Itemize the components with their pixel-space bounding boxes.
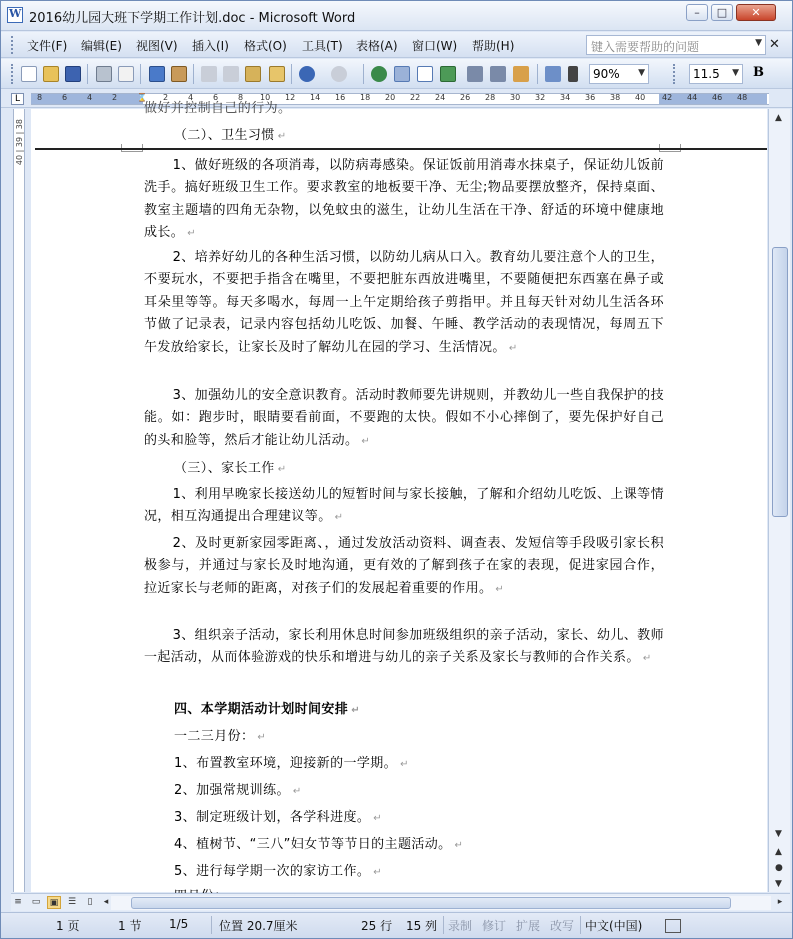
minimize-button[interactable]: – (686, 4, 708, 21)
menu-format[interactable]: 格式(O) (244, 39, 287, 53)
menu-window[interactable]: 窗口(W) (412, 39, 458, 53)
show-formatting-icon[interactable] (568, 66, 578, 82)
document-map-icon[interactable] (513, 66, 529, 82)
paragraph-mark: ↵ (373, 813, 383, 824)
paragraph-text: 2、及时更新家园零距离、，通过发放活动资料、调查表、发短信等手段吸引家长积极参与，并通过与家长及时地沟通，更有效的了解到孩子在家的表现，促进家园合作，拉近家长与老师的距离，对孩子们的发展起着重要的作用。 (144, 536, 664, 596)
paragraph-mark: ↵ (508, 342, 518, 354)
document-close-button[interactable]: ✕ (769, 37, 780, 52)
status-record[interactable]: 录制 (448, 919, 473, 933)
paragraph-hygiene-2 (144, 247, 664, 360)
list-item-text: 3、制定班级计划，各学科进度。 (174, 810, 371, 825)
ruler-tick: 18 (360, 93, 371, 102)
heading-parents-text: （三）、家长工作 (174, 461, 275, 476)
undo-icon[interactable] (299, 66, 315, 82)
list-item (174, 833, 463, 852)
status-position: 位置 20.7厘米 (219, 919, 298, 933)
paragraph-mark: ↵ (454, 840, 464, 851)
title-bar (1, 1, 792, 31)
horizontal-scroll-track[interactable] (111, 896, 771, 910)
toolbar-separator (291, 64, 292, 84)
columns-icon[interactable] (467, 66, 483, 82)
status-page-of: 1/5 (169, 917, 189, 931)
paragraph-mark: ↵ (495, 583, 505, 595)
list-item-text: 1、布置教室环境，迎接新的一学期。 (174, 756, 398, 771)
outline-view-icon[interactable]: ☰ (67, 897, 77, 907)
ruler-tick: 44 (687, 93, 698, 102)
paragraph-mark: ↵ (351, 705, 360, 716)
list-item (174, 752, 409, 771)
paragraph-text: 2、培养好幼儿的各种生活习惯，以防幼儿病从口入。教育幼儿要注意个人的卫生，不要玩水，不要把手指含在嘴里，不要把脏东西放进嘴里，不要随便把东西塞在鼻子或耳朵里等等。每天多喝水，每周一上午定期给孩子剪指甲。并且每天针对幼儿生活各环节做了记录表，记录内容包括幼儿吃饭、加餐、午睡、教学活动的表现情况，每周五下午发放给家长，让家长及时了解幼儿在园的学习、生活情况。 (144, 250, 664, 355)
reading-view-icon[interactable]: ▯ (87, 897, 93, 907)
paragraph-parents-3 (144, 625, 664, 671)
window-title: 2016幼儿园大班下学期工作计划.doc - Microsoft Word (29, 11, 356, 26)
menubar-grip[interactable] (11, 36, 14, 54)
toolbar-grip[interactable] (673, 64, 676, 84)
zoom-select[interactable] (589, 64, 649, 84)
status-section: 1 节 (118, 919, 142, 933)
list-item-text: 4、植树节、“三八”妇女节等节日的主题活动。 (174, 837, 452, 852)
chevron-down-icon[interactable]: ▼ (638, 68, 645, 78)
menu-bar (1, 32, 792, 58)
ruler-tick: 8 (37, 93, 43, 102)
ruler-tick: 2 (112, 93, 118, 102)
status-overtype[interactable]: 改写 (550, 919, 575, 933)
menu-edit[interactable]: 编辑(E) (81, 39, 122, 53)
paragraph-text: 1、做好班级的各项消毒，以防病毒感染。保证饭前用消毒水抹桌子，保证幼儿饭前洗手。搞好班级卫生工作。要求教室的地板要干净、无尘;物品要摆放整齐，保持桌面、教室主题墙的四角无杂物，以免蚊虫的滋生，让幼儿生活在干净、舒适的环境中健康地成长。 (144, 158, 664, 241)
standard-toolbar (1, 59, 792, 89)
status-language[interactable]: 中文(中国) (585, 919, 643, 933)
menu-insert[interactable]: 插入(I) (192, 39, 229, 53)
vertical-ruler[interactable] (11, 109, 27, 892)
paragraph-text: 1、利用早晚家长接送幼儿的短暂时间与家长接触，了解和介绍幼儿吃饭、上课等情况，相互沟通提出合理建议等。 (144, 487, 664, 525)
previous-page-icon[interactable]: ▲ (775, 847, 782, 857)
paragraph-mark: ↵ (187, 228, 196, 240)
paragraph-mark: ↵ (277, 131, 287, 142)
maximize-button[interactable]: □ (711, 4, 733, 21)
menu-view[interactable]: 视图(V) (136, 39, 178, 53)
ruler-tick: 48 (737, 93, 748, 102)
redo-icon[interactable] (331, 66, 347, 82)
ruler-tick: 16 (335, 93, 346, 102)
next-page-icon[interactable]: ▼ (775, 879, 782, 889)
help-search-placeholder: 键入需要帮助的问题 (591, 40, 700, 54)
new-document-icon[interactable] (21, 66, 37, 82)
vertical-ruler-label: 40 | 39 | 38 (15, 119, 24, 166)
list-item (174, 806, 382, 825)
paragraph-mark: ↵ (292, 786, 302, 797)
ruler-tick: 2 (163, 93, 169, 102)
paragraph-mark: ↵ (257, 732, 267, 743)
paragraph-parents-1 (144, 484, 664, 530)
status-separator (211, 916, 212, 934)
horizontal-scrollbar-area (11, 893, 790, 911)
ruler-tick: 36 (585, 93, 596, 102)
vertical-scrollbar[interactable] (768, 109, 790, 892)
ruler-tick: 26 (460, 93, 471, 102)
toolbar-grip[interactable] (11, 64, 14, 84)
paragraph-parents-2 (144, 533, 664, 601)
paragraph-mark: ↵ (373, 867, 383, 878)
ruler-strip[interactable] (31, 93, 769, 105)
paragraph-text: 3、组织亲子活动，家长利用休息时间参加班级组织的亲子活动，家长、幼儿、教师一起活动，从而体验游戏的快乐和增进与幼儿的亲子关系及家长与教师的合作关系。 (144, 628, 664, 666)
web-view-icon[interactable]: ▭ (31, 897, 41, 907)
chevron-down-icon[interactable]: ▼ (732, 68, 739, 78)
scroll-right-icon[interactable]: ▸ (777, 897, 783, 907)
copy-icon[interactable] (223, 66, 239, 82)
status-extend[interactable]: 扩展 (516, 919, 541, 933)
format-painter-icon[interactable] (269, 66, 285, 82)
print-icon[interactable] (96, 66, 112, 82)
close-button[interactable]: ✕ (736, 4, 776, 21)
zoom-value: 90% (593, 67, 620, 81)
insert-excel-icon[interactable] (440, 66, 456, 82)
ruler-tick: 32 (535, 93, 546, 102)
ruler-tick: 30 (510, 93, 521, 102)
ruler-tick: 34 (560, 93, 571, 102)
ruler-tick: 40 (635, 93, 646, 102)
menu-file[interactable]: 文件(F) (27, 39, 68, 53)
spelling-status-icon[interactable] (665, 919, 681, 933)
document-page[interactable] (31, 101, 767, 892)
scroll-up-icon[interactable]: ▲ (775, 113, 782, 123)
tables-borders-icon[interactable] (394, 66, 410, 82)
heading-schedule-text: 四、本学期活动计划时间安排 (174, 702, 349, 717)
drawing-icon[interactable] (490, 66, 506, 82)
list-item (174, 860, 382, 879)
horizontal-ruler[interactable] (1, 90, 792, 108)
bold-button[interactable]: B (753, 65, 764, 80)
scroll-down-icon[interactable]: ▼ (775, 829, 782, 839)
ruler-tick: 20 (385, 93, 396, 102)
paragraph-mark: ↵ (277, 464, 287, 475)
indent-marker[interactable]: ⌛ (137, 93, 147, 102)
cut-icon[interactable] (201, 66, 217, 82)
ruler-tick: 24 (435, 93, 446, 102)
month-label-text: 一二三月份： (174, 729, 255, 744)
cut-off-line-top: 做好并控制自己的行为。 (144, 101, 292, 116)
tab-stop-selector[interactable]: L (11, 93, 24, 105)
ruler-tick: 46 (712, 93, 723, 102)
paragraph-text: 3、加强幼儿的安全意识教育。活动时教师要先讲规则，并教幼儿一些自我保护的技能。如：跑步时，眼睛要看前面，不要跑的太快。假如不小心摔倒了，要先保护好自己的头和脸等，然后才能让幼儿活动。 (144, 388, 664, 448)
vertical-scroll-thumb[interactable] (772, 247, 788, 517)
toolbar-separator (140, 64, 141, 84)
scroll-left-icon[interactable]: ◂ (103, 897, 109, 907)
paragraph-mark: ↵ (334, 512, 344, 524)
paragraph-hygiene-1 (144, 155, 664, 246)
ruler-tick: 6 (62, 93, 68, 102)
list-item-text: 5、进行每学期一次的家访工作。 (174, 864, 371, 879)
ruler-tick: 12 (285, 93, 296, 102)
font-size-select[interactable] (689, 64, 743, 84)
status-column: 15 列 (406, 919, 438, 933)
ruler-tick: 10 (260, 93, 271, 102)
research-icon[interactable] (171, 66, 187, 82)
ruler-tick: 38 (610, 93, 621, 102)
save-icon[interactable] (65, 66, 81, 82)
ruler-tick: 42 (662, 93, 673, 102)
menu-help[interactable]: 帮助(H) (472, 39, 515, 53)
heading-parents (174, 457, 286, 476)
help-search-input[interactable] (586, 35, 766, 55)
paste-icon[interactable] (245, 66, 261, 82)
ruler-tick: 6 (213, 93, 219, 102)
open-folder-icon[interactable] (43, 66, 59, 82)
toolbar-separator (87, 64, 88, 84)
ruler-tick: 4 (188, 93, 194, 102)
word-doc-icon (7, 7, 23, 23)
status-separator (580, 916, 581, 934)
font-size-value: 11.5 (693, 67, 720, 81)
ruler-tick: 14 (310, 93, 321, 102)
vertical-ruler-strip (13, 109, 25, 892)
toolbar-separator (193, 64, 194, 84)
heading-hygiene-text: （二）、卫生习惯 (174, 128, 275, 143)
status-line: 25 行 (361, 919, 393, 933)
toolbar-separator (363, 64, 364, 84)
ruler-tick: 8 (238, 93, 244, 102)
ruler-tick: 22 (410, 93, 421, 102)
insert-table-icon[interactable] (417, 66, 433, 82)
read-mode-icon[interactable] (545, 66, 561, 82)
menu-table[interactable]: 表格(A) (356, 39, 398, 53)
normal-view-icon[interactable]: ≡ (14, 897, 22, 907)
paragraph-hygiene-3 (144, 385, 664, 453)
page-boundary-line (35, 148, 767, 150)
status-page: 1 页 (56, 919, 80, 933)
status-track-changes[interactable]: 修订 (482, 919, 507, 933)
list-item-text: 2、加强常规训练。 (174, 783, 290, 798)
spelling-icon[interactable] (149, 66, 165, 82)
toolbar-separator (537, 64, 538, 84)
menu-tools[interactable]: 工具(T) (302, 39, 343, 53)
heading-hygiene (174, 124, 286, 143)
chevron-down-icon[interactable]: ▼ (755, 38, 762, 48)
paragraph-mark: ↵ (400, 759, 409, 770)
month-label (174, 725, 266, 744)
list-item (174, 779, 302, 798)
print-preview-icon[interactable] (118, 66, 134, 82)
ruler-tick: 28 (485, 93, 496, 102)
hyperlink-icon[interactable] (371, 66, 387, 82)
browse-object-icon[interactable]: ● (775, 863, 783, 873)
print-layout-icon[interactable]: ▣ (47, 896, 61, 909)
status-bar (1, 912, 792, 938)
status-separator (443, 916, 444, 934)
horizontal-scroll-thumb[interactable] (131, 897, 731, 909)
ruler-tick: 4 (87, 93, 93, 102)
paragraph-mark: ↵ (642, 653, 652, 665)
paragraph-mark: ↵ (361, 435, 371, 447)
heading-schedule (174, 698, 360, 717)
